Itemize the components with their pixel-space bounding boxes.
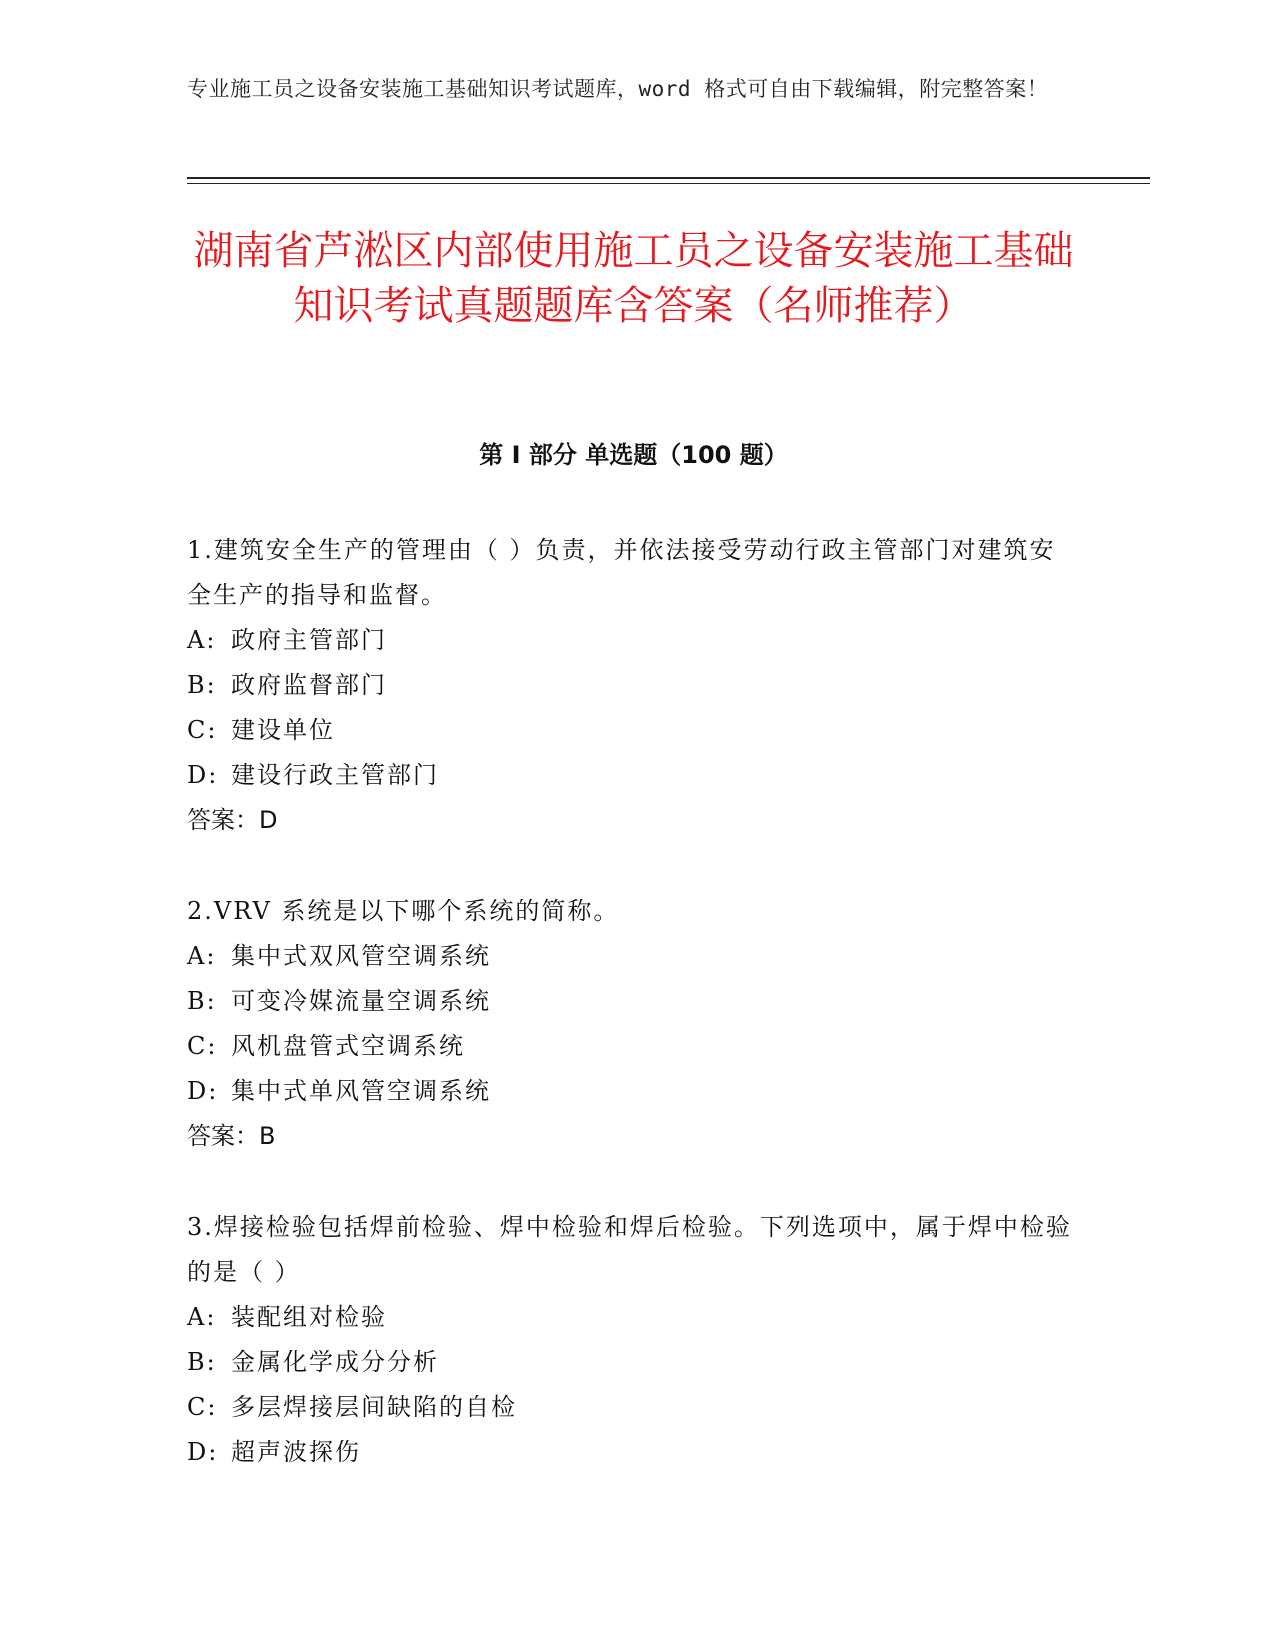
option-text: 超声波探伤 bbox=[231, 1438, 361, 1466]
option-letter: B: bbox=[187, 1348, 217, 1376]
option-b bbox=[187, 1340, 1080, 1385]
option-d bbox=[187, 1430, 1080, 1475]
option-b bbox=[187, 663, 1080, 708]
option-text: 多层焊接层间缺陷的自检 bbox=[231, 1393, 517, 1421]
option-text: 政府监督部门 bbox=[231, 671, 387, 699]
option-d bbox=[187, 753, 1080, 798]
answer-line: 答案：B bbox=[187, 1122, 276, 1150]
answer-line: 答案：D bbox=[187, 806, 278, 834]
option-a bbox=[187, 1295, 1080, 1340]
section-heading: 第 I 部分 单选题（100 题） bbox=[479, 441, 788, 469]
question-stem: 1.建筑安全生产的管理由（ ）负责，并依法接受劳动行政主管部门对建筑安全生产的指导和监督。 bbox=[187, 536, 1056, 609]
option-letter: A: bbox=[187, 942, 217, 970]
option-text: 可变冷媒流量空调系统 bbox=[231, 987, 491, 1015]
option-letter: A: bbox=[187, 626, 217, 654]
option-letter: C: bbox=[187, 1032, 218, 1060]
option-text: 集中式双风管空调系统 bbox=[231, 942, 491, 970]
question-list bbox=[187, 528, 1080, 1521]
option-letter: D: bbox=[187, 761, 219, 789]
header-note: 专业施工员之设备安装施工基础知识考试题库，word 格式可自由下载编辑，附完整答案！ bbox=[187, 77, 1049, 101]
question-stem: 2.VRV 系统是以下哪个系统的简称。 bbox=[187, 897, 620, 925]
option-letter: D: bbox=[187, 1077, 219, 1105]
option-letter: B: bbox=[187, 987, 217, 1015]
header-divider-thin bbox=[187, 183, 1150, 184]
question-2 bbox=[187, 889, 1080, 1159]
option-text: 金属化学成分分析 bbox=[231, 1348, 439, 1376]
option-c bbox=[187, 1024, 1080, 1069]
option-text: 建设单位 bbox=[231, 716, 335, 744]
option-letter: D: bbox=[187, 1438, 219, 1466]
option-text: 装配组对检验 bbox=[231, 1303, 387, 1331]
option-letter: A: bbox=[187, 1303, 217, 1331]
option-b bbox=[187, 979, 1080, 1024]
question-1 bbox=[187, 528, 1080, 843]
option-text: 建设行政主管部门 bbox=[231, 761, 439, 789]
header-divider-thick bbox=[187, 177, 1150, 179]
option-a bbox=[187, 934, 1080, 979]
document-title: 湖南省芦淞区内部使用施工员之设备安装施工基础知识考试真题题库含答案（名师推荐） bbox=[193, 228, 1074, 329]
option-a bbox=[187, 618, 1080, 663]
option-c bbox=[187, 708, 1080, 753]
option-letter: C: bbox=[187, 1393, 218, 1421]
option-c bbox=[187, 1385, 1080, 1430]
option-letter: C: bbox=[187, 716, 218, 744]
question-stem: 3.焊接检验包括焊前检验、焊中检验和焊后检验。下列选项中，属于焊中检验的是（ ） bbox=[187, 1213, 1072, 1286]
option-text: 风机盘管式空调系统 bbox=[231, 1032, 465, 1060]
option-d bbox=[187, 1069, 1080, 1114]
option-letter: B: bbox=[187, 671, 217, 699]
option-text: 集中式单风管空调系统 bbox=[231, 1077, 491, 1105]
question-3 bbox=[187, 1205, 1080, 1475]
option-text: 政府主管部门 bbox=[231, 626, 387, 654]
